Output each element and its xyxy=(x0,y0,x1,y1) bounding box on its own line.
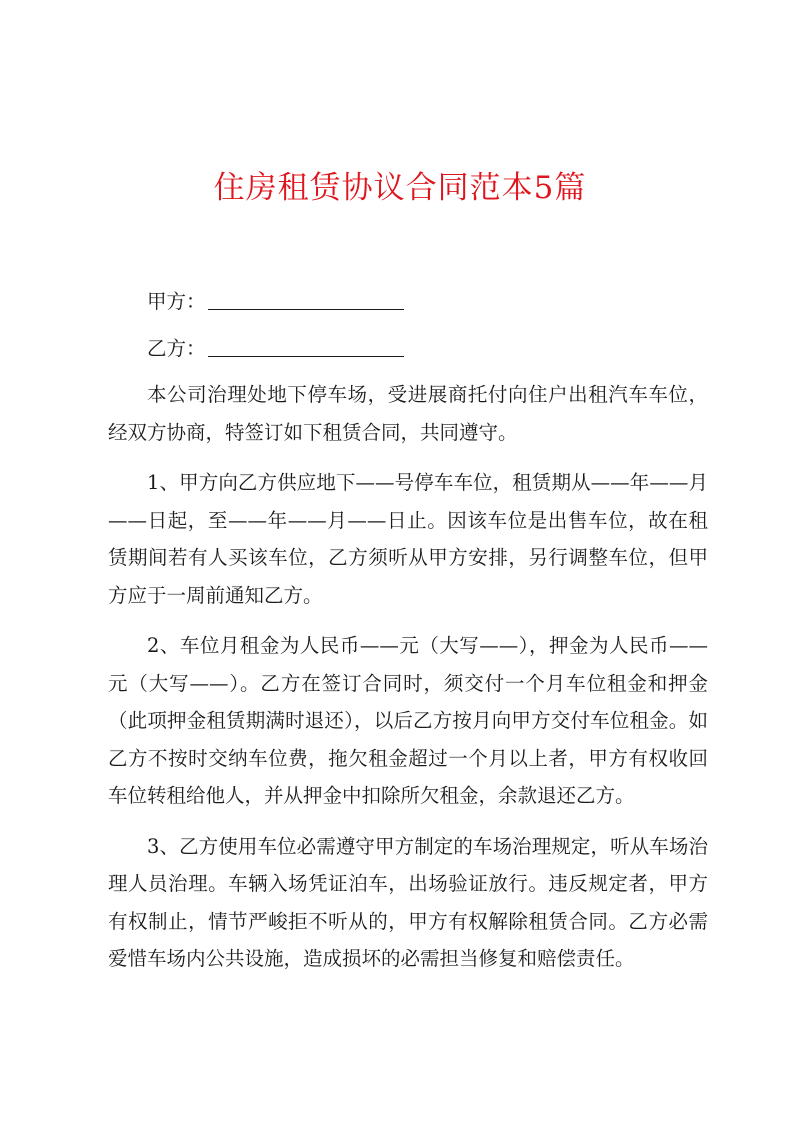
clause-1-paragraph: 1、甲方向乙方供应地下——号停车车位，租赁期从——年——月——日起，至——年——月——日止。因该车位是出售车位，故在租赁期间若有人买该车位，乙方须听从甲方安排，另行调整车位，但甲方应于一周前通知乙方。 xyxy=(108,471,708,607)
party-b-blank xyxy=(208,334,404,357)
party-b-line xyxy=(108,330,708,368)
document-body xyxy=(108,283,708,991)
party-a-line xyxy=(108,283,708,321)
clause-2-paragraph: 2、车位月租金为人民币——元（大写——），押金为人民币——元（大写——）。乙方在签订合同时，须交付一个月车位租金和押金（此项押金租赁期满时退还），以后乙方按月向甲方交付车位租金。如乙方不按时交纳车位费，拖欠租金超过一个月以上者，甲方有权收回车位转租给他人，并从押金中扣除所欠租金，余款退还乙方。 xyxy=(108,634,708,807)
intro-paragraph: 本公司治理处地下停车场，受进展商托付向住户出租汽车车位，经双方协商，特签订如下租赁合同，共同遵守。 xyxy=(108,383,708,444)
party-b-label: 乙方： xyxy=(147,336,206,360)
clause-3-paragraph: 3、乙方使用车位必需遵守甲方制定的车场治理规定，听从车场治理人员治理。车辆入场凭证泊车，出场验证放行。违反规定者，甲方有权制止，情节严峻拒不听从的，甲方有权解除租赁合同。乙方必需爱惜车场内公共设施，造成损坏的必需担当修复和赔偿责任。 xyxy=(108,834,708,970)
document-title: 住房租赁协议合同范本5篇 xyxy=(213,170,587,206)
party-a-blank xyxy=(208,287,404,310)
party-a-label: 甲方： xyxy=(147,290,206,313)
